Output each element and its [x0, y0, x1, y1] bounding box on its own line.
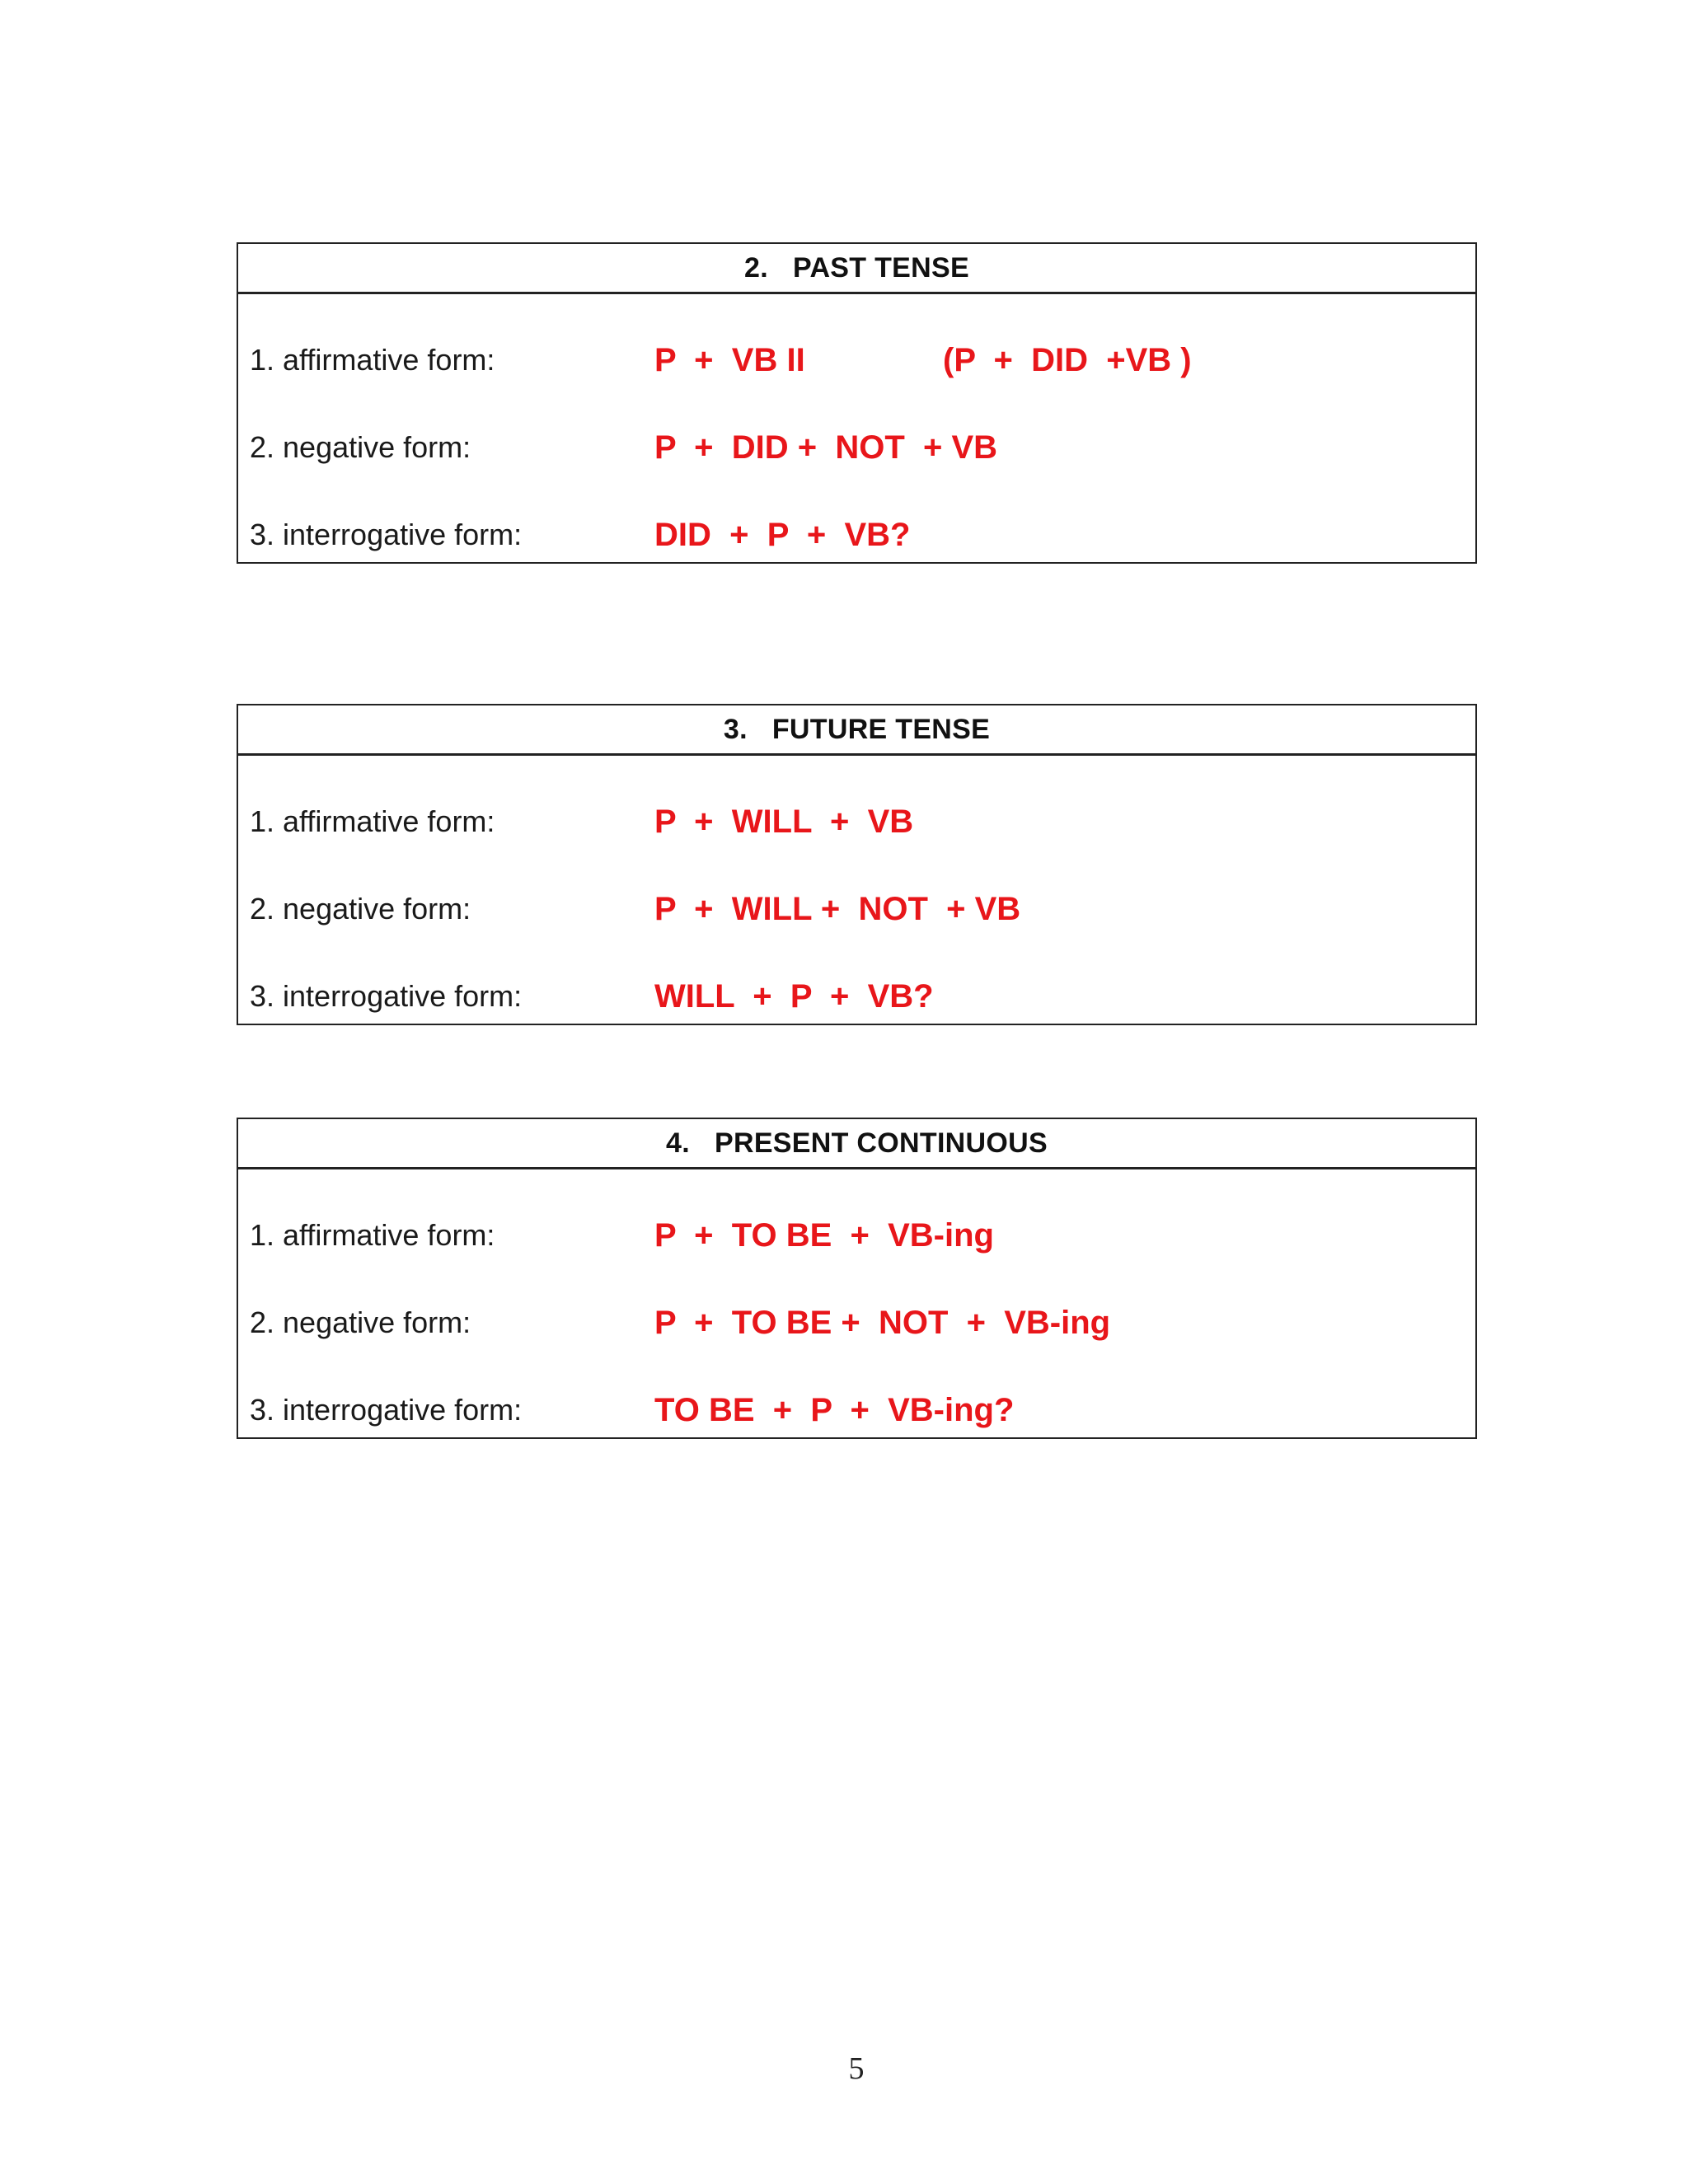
present-continuous-table	[237, 1118, 1477, 1439]
affirmative-row	[238, 797, 1475, 846]
affirmative-formula: P + VB II	[654, 341, 805, 378]
past-tense-rows	[238, 294, 1475, 562]
affirmative-label: 1. affirmative form:	[250, 804, 495, 838]
affirmative-formula: P + WILL + VB	[654, 803, 914, 840]
affirmative-row	[238, 335, 1475, 385]
negative-row	[238, 1298, 1475, 1347]
affirmative-formula: P + TO BE + VB-ing	[654, 1216, 994, 1254]
negative-formula: P + DID + NOT + VB	[654, 429, 998, 466]
future-tense-rows	[238, 756, 1475, 1024]
page-number: 5	[848, 2051, 865, 2086]
interrogative-formula: TO BE + P + VB-ing?	[654, 1391, 1015, 1428]
negative-label: 2. negative form:	[250, 1305, 471, 1339]
section-title: PRESENT CONTINUOUS	[714, 1127, 1048, 1159]
section-number: 4.	[666, 1127, 690, 1159]
interrogative-row	[238, 1385, 1475, 1435]
present-continuous-header	[238, 1119, 1475, 1169]
interrogative-label: 3. interrogative form:	[250, 518, 523, 551]
negative-label: 2. negative form:	[250, 892, 471, 926]
interrogative-label: 3. interrogative form:	[250, 979, 523, 1013]
interrogative-formula: WILL + P + VB?	[654, 977, 934, 1015]
section-number: 3.	[723, 713, 748, 745]
affirmative-label: 1. affirmative form:	[250, 343, 495, 377]
negative-label: 2. negative form:	[250, 430, 471, 464]
negative-row	[238, 423, 1475, 472]
interrogative-label: 3. interrogative form:	[250, 1393, 523, 1427]
negative-formula: P + WILL + NOT + VB	[654, 890, 1021, 927]
present-continuous-rows	[238, 1169, 1475, 1437]
section-title: PAST TENSE	[793, 251, 969, 284]
past-tense-table	[237, 242, 1477, 564]
interrogative-formula: DID + P + VB?	[654, 516, 911, 553]
future-tense-table	[237, 704, 1477, 1025]
negative-row	[238, 884, 1475, 934]
section-number: 2.	[744, 251, 768, 284]
section-title: FUTURE TENSE	[771, 713, 991, 745]
affirmative-row	[238, 1211, 1475, 1260]
future-tense-header	[238, 705, 1475, 756]
past-tense-header	[238, 244, 1475, 294]
affirmative-label: 1. affirmative form:	[250, 1218, 495, 1252]
interrogative-row	[238, 972, 1475, 1021]
interrogative-row	[238, 510, 1475, 560]
negative-formula: P + TO BE + NOT + VB-ing	[654, 1304, 1111, 1341]
affirmative-formula-alt: (P + DID +VB )	[943, 341, 1192, 378]
